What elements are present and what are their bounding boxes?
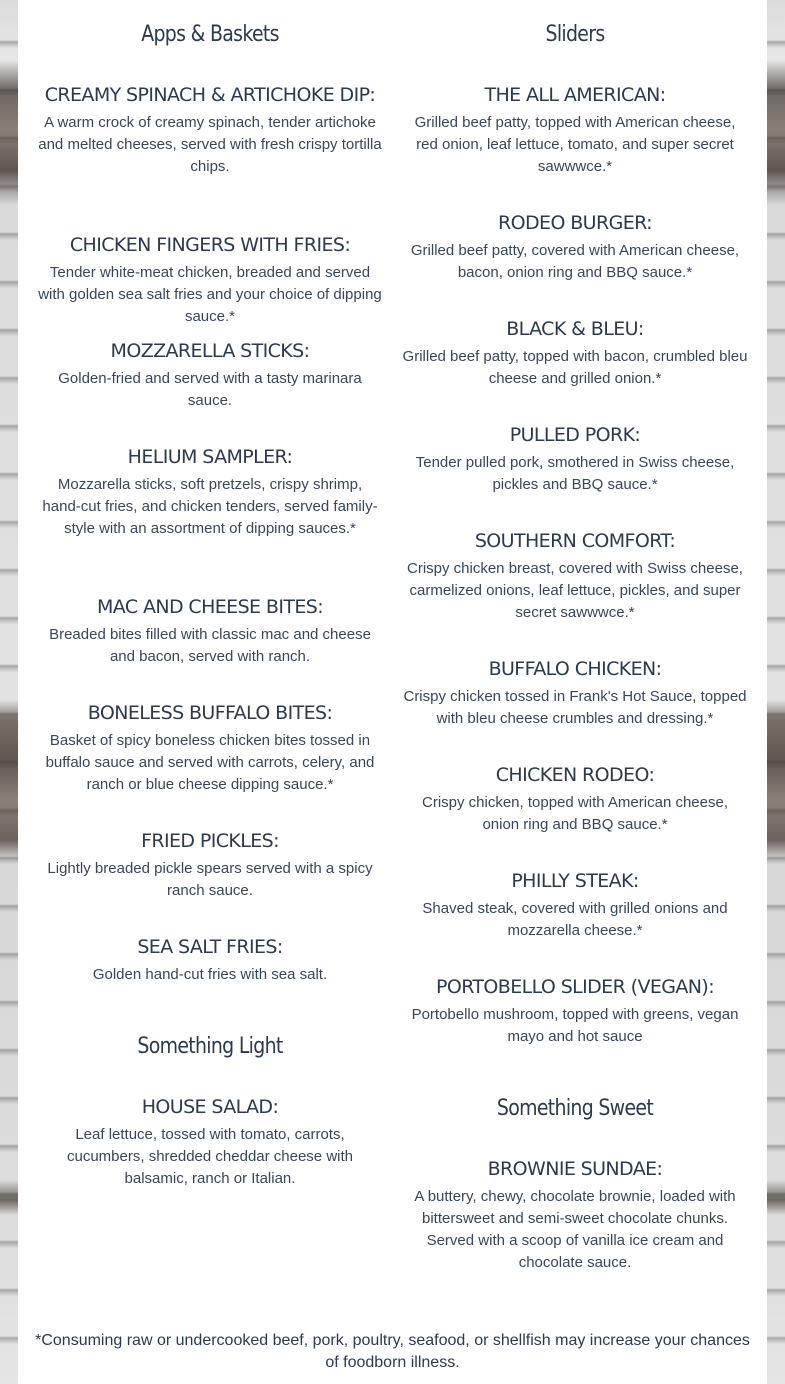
item-name: HOUSE SALAD: <box>141 1096 279 1118</box>
background-texture-right <box>767 0 785 1384</box>
item-description: Breaded bites filled with classic mac and cheese and bacon, served with ranch. <box>49 626 371 665</box>
item-name: SOUTHERN COMFORT: <box>474 530 676 552</box>
item-name: PORTOBELLO SLIDER (VEGAN): <box>435 976 714 998</box>
item-description: Golden hand-cut fries with sea salt. <box>92 966 328 983</box>
menu-item <box>400 84 750 178</box>
item-description: Grilled beef patty, covered with American cheese, bacon, onion ring and BBQ sauce.* <box>410 242 740 281</box>
item-name: PULLED PORK: <box>509 424 641 446</box>
background-texture-left <box>0 0 18 1384</box>
item-name: BROWNIE SUNDAE: <box>487 1158 663 1180</box>
section-title-apps: Apps & Baskets <box>141 22 279 47</box>
item-name: PHILLY STEAK: <box>511 870 639 892</box>
item-description: Mozzarella sticks, soft pretzels, crispy shrimp, hand-cut fries, and chicken tenders, served family-style with an assortment of dipping sauces.* <box>42 476 378 537</box>
section-title-sliders: Sliders <box>545 22 605 47</box>
item-description: Crispy chicken breast, covered with Swiss cheese, carmelized onions, leaf lettuce, pickles, and super secret sawwwce.* <box>407 560 743 621</box>
item-description: Lightly breaded pickle spears served with a spicy ranch sauce. <box>47 860 373 899</box>
menu-item <box>35 1096 385 1190</box>
menu-item <box>35 234 385 328</box>
footnote-disclaimer: *Consuming raw or undercooked beef, pork, poultry, seafood, or shellfish may increase your chances of foodborn illness. <box>35 1332 750 1371</box>
item-description: Golden-fried and served with a tasty marinara sauce. <box>58 370 362 409</box>
item-name: CHICKEN RODEO: <box>495 764 655 786</box>
item-name: MOZZARELLA STICKS: <box>110 340 310 362</box>
menu-item <box>35 84 385 178</box>
menu-item <box>35 596 385 668</box>
menu-item <box>400 318 750 390</box>
item-description: A warm crock of creamy spinach, tender artichoke and melted cheeses, served with fresh crispy tortilla chips. <box>38 114 382 175</box>
item-name: MAC AND CHEESE BITES: <box>96 596 324 618</box>
item-description: Tender pulled pork, smothered in Swiss cheese, pickles and BBQ sauce.* <box>415 454 735 493</box>
item-description: Basket of spicy boneless chicken bites tossed in buffalo sauce and served with carrots, celery, and ranch or blue cheese dipping sauce.* <box>45 732 375 793</box>
menu-item <box>35 446 385 540</box>
menu-item <box>35 830 385 902</box>
item-name: FRIED PICKLES: <box>141 830 279 852</box>
menu-item <box>35 340 385 412</box>
section-title-light: Something Light <box>137 1034 283 1059</box>
item-description: Tender white-meat chicken, breaded and served with golden sea salt fries and your choice of dipping sauce.* <box>38 264 382 325</box>
item-description: Grilled beef patty, topped with American cheese, red onion, leaf lettuce, tomato, and super secret sawwwce.* <box>414 114 736 175</box>
item-description: Portobello mushroom, topped with greens, vegan mayo and hot sauce <box>411 1006 739 1045</box>
menu-item <box>35 936 385 986</box>
menu-item <box>400 530 750 624</box>
item-name: THE ALL AMERICAN: <box>484 84 666 106</box>
item-name: RODEO BURGER: <box>498 212 652 234</box>
item-description: Shaved steak, covered with grilled onions and mozzarella cheese.* <box>422 900 728 939</box>
item-description: A buttery, chewy, chocolate brownie, loaded with bittersweet and semi-sweet chocolate chunks. Served with a scoop of vanilla ice cream and chocolate sauce. <box>414 1188 736 1271</box>
item-name: SEA SALT FRIES: <box>137 936 283 958</box>
item-name: BLACK & BLEU: <box>506 318 644 340</box>
item-description: Grilled beef patty, topped with bacon, crumbled bleu cheese and grilled onion.* <box>402 348 748 387</box>
menu-item <box>400 976 750 1048</box>
item-description: Leaf lettuce, tossed with tomato, carrots, cucumbers, shredded cheddar cheese with balsamic, ranch or Italian. <box>67 1126 353 1187</box>
menu-item <box>400 212 750 284</box>
menu-item <box>35 702 385 796</box>
menu-item <box>400 870 750 942</box>
menu-item <box>400 764 750 836</box>
menu-item <box>400 424 750 496</box>
menu-card <box>18 0 767 1384</box>
item-name: CHICKEN FINGERS WITH FRIES: <box>69 234 351 256</box>
menu-item <box>400 1158 750 1274</box>
section-title-sweet: Something Sweet <box>496 1096 654 1121</box>
item-name: BUFFALO CHICKEN: <box>488 658 662 680</box>
item-name: BONELESS BUFFALO BITES: <box>87 702 333 724</box>
item-name: CREAMY SPINACH & ARTICHOKE DIP: <box>44 84 376 106</box>
item-description: Crispy chicken tossed in Frank's Hot Sauce, topped with bleu cheese crumbles and dressing.* <box>403 688 747 727</box>
menu-item <box>400 658 750 730</box>
item-name: HELIUM SAMPLER: <box>127 446 293 468</box>
item-description: Crispy chicken, topped with American cheese, onion ring and BBQ sauce.* <box>422 794 728 833</box>
